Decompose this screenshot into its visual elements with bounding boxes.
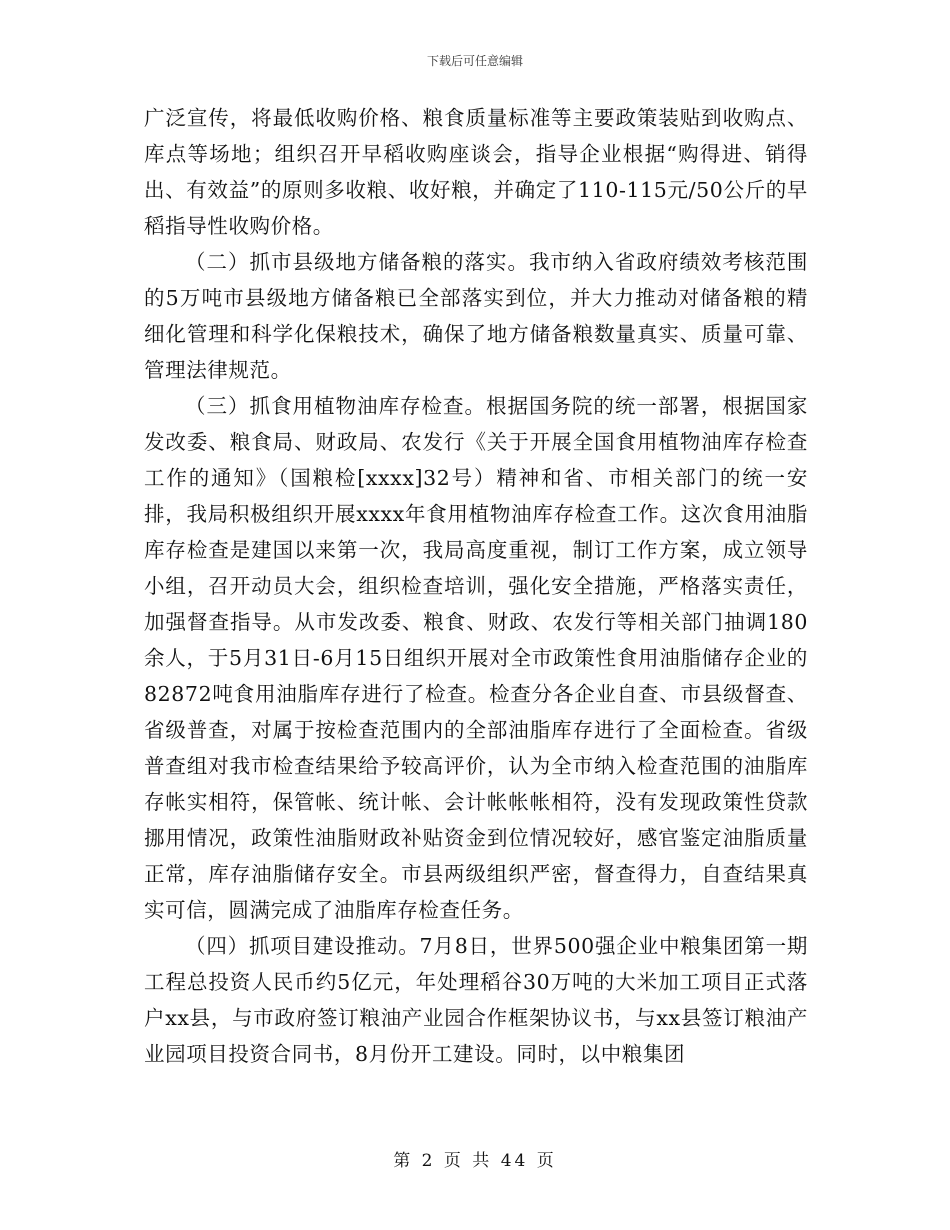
paragraph-section-3: （三）抓食用植物油库存检查。根据国务院的统一部署，根据国家发改委、粮食局、财政局、农发行《关于开展全国食用植物油库存检查工作的通知》（国粮检[xxxx]32号）精神和省、市相关部门的统一安排，我局积极组织开展xxxx年食用植物油库存检查工作。这次食用油脂库存检查是建国以来第一次，我局高度重视，制订工作方案，成立领导小组，召开动员大会，组织检查培训，强化安全措施，严格落实责任，加强督查指导。从市发改委、粮食、财政、农发行等相关部门抽调180余人，于5月31日-6月15日组织开展对全市政策性食用油脂储存企业的82872吨食用油脂库存进行了检查。检查分各企业自查、市县级督查、省级普查，对属于按检查范围内的全部油脂库存进行了全面检查。省级普查组对我市检查结果给予较高评价，认为全市纳入检查范围的油脂库存帐实相符，保管帐、统计帐、会计帐帐帐相符，没有发现政策性贷款挪用情况，政策性油脂财政补贴资金到位情况较好，感官鉴定油脂质量正常，库存油脂储存安全。市县两级组织严密，督查得力，自查结果真实可信，圆满完成了油脂库存检查任务。 [144, 394, 808, 922]
document-body [144, 100, 808, 1072]
page-footer: 第 2 页 共 44 页 [393, 1151, 557, 1171]
paragraph-section-4: （四）抓项目建设推动。7月8日，世界500强企业中粮集团第一期工程总投资人民币约5亿元，年处理稻谷30万吨的大米加工项目正式落户xx县，与市政府签订粮油产业园合作框架协议书，与xx县签订粮油产业园项目投资合同书，8月份开工建设。同时，以中粮集团 [144, 934, 808, 1066]
paragraph-continuation: 广泛宣传，将最低收购价格、粮食质量标准等主要政策装贴到收购点、库点等场地；组织召开早稻收购座谈会，指导企业根据“购得进、销得出、有效益”的原则多收粮、收好粮，并确定了110-115元/50公斤的早稻指导性收购价格。 [144, 106, 808, 238]
page-header: 下载后可任意编辑 [426, 54, 523, 68]
paragraph-section-2: （二）抓市县级地方储备粮的落实。我市纳入省政府绩效考核范围的5万吨市县级地方储备粮已全部落实到位，并大力推动对储备粮的精细化管理和科学化保粮技术，确保了地方储备粮数量真实、质量可靠、管理法律规范。 [144, 250, 808, 382]
